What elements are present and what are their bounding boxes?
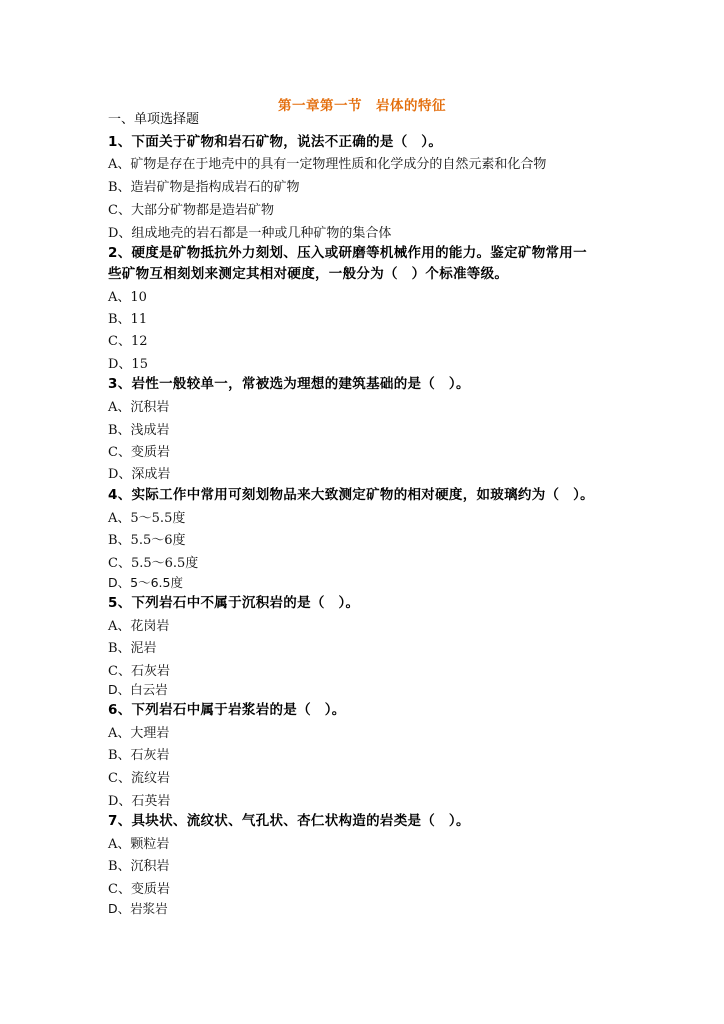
question-1-option-d: D、组成地壳的岩石都是一种或几种矿物的集合体 [108,226,392,241]
question-5-option-a: A、花岗岩 [108,619,170,634]
question-4-stem: 4、实际工作中常用可刻划物品来大致测定矿物的相对硬度，如玻璃约为（ ）。 [108,487,594,503]
question-4-option-c: C、5.5～6.5度 [108,556,199,571]
page-title: 第一章第一节 岩体的特征 [278,98,446,114]
question-6-option-b: B、石灰岩 [108,748,170,763]
question-7-option-c: C、变质岩 [108,882,170,897]
question-6-stem: 6、下列岩石中属于岩浆岩的是（ ）。 [108,702,346,718]
question-6-option-d: D、石英岩 [108,794,171,809]
question-3-option-c: C、变质岩 [108,445,170,460]
question-2-option-d: D、15 [108,357,148,372]
question-5-option-d: D、白云岩 [108,682,168,697]
question-7-option-a: A、颗粒岩 [108,837,170,852]
question-6-option-c: C、流纹岩 [108,771,170,786]
question-3-option-b: B、浅成岩 [108,423,170,438]
question-4-option-b: B、5.5～6度 [108,533,186,548]
question-5-option-b: B、泥岩 [108,641,157,656]
question-4-option-a: A、5～5.5度 [108,511,186,526]
question-7-option-d: D、岩浆岩 [108,901,168,916]
question-3-option-a: A、沉积岩 [108,400,170,415]
question-5-option-c: C、石灰岩 [108,664,170,679]
question-3-option-d: D、深成岩 [108,467,171,482]
section-heading: 一、单项选择题 [108,112,200,127]
question-2-stem-line-1: 2、硬度是矿物抵抗外力刻划、压入或研磨等机械作用的能力。鉴定矿物常用一 [108,245,587,261]
question-3-stem: 3、岩性一般较单一，常被选为理想的建筑基础的是（ ）。 [108,376,470,392]
question-7-stem: 7、具块状、流纹状、气孔状、杏仁状构造的岩类是（ ）。 [108,813,470,829]
question-6-option-a: A、大理岩 [108,726,170,741]
question-5-stem: 5、下列岩石中不属于沉积岩的是（ ）。 [108,595,360,611]
question-1-option-a: A、矿物是存在于地壳中的具有一定物理性质和化学成分的自然元素和化合物 [108,157,547,172]
question-7-option-b: B、沉积岩 [108,859,170,874]
question-2-option-b: B、11 [108,312,148,327]
question-2-option-c: C、12 [108,334,148,349]
question-4-option-d: D、5～6.5度 [108,575,183,590]
question-1-option-b: B、造岩矿物是指构成岩石的矿物 [108,180,300,195]
question-1-option-c: C、大部分矿物都是造岩矿物 [108,203,274,218]
question-2-stem-line-2: 些矿物互相刻划来测定其相对硬度，一般分为（ ）个标准等级。 [108,266,509,282]
question-1-stem: 1、下面关于矿物和岩石矿物，说法不正确的是（ ）。 [108,134,443,150]
question-2-option-a: A、10 [108,290,147,305]
